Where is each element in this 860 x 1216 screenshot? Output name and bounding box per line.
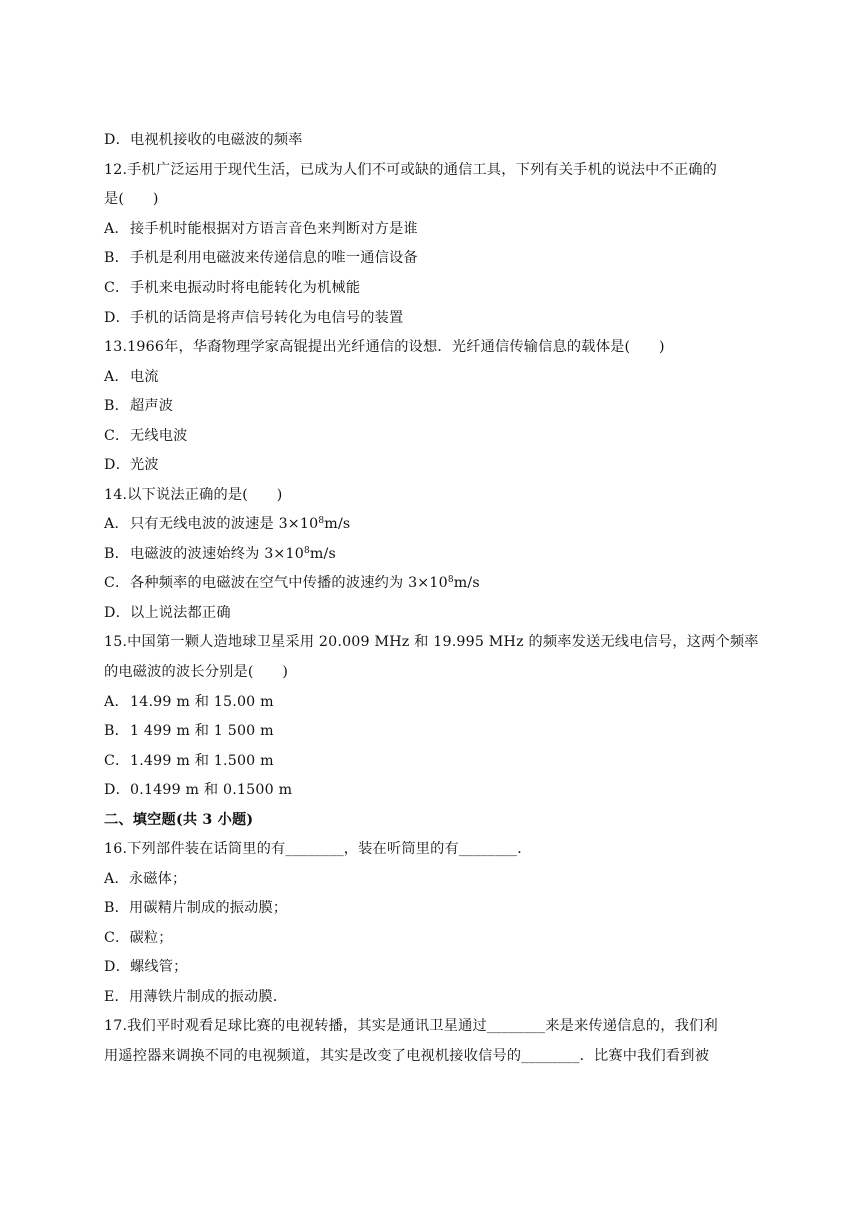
q16-option-e: E．用薄铁片制成的振动膜．	[104, 989, 288, 1005]
q14-stem: 14.以下说法正确的是( )	[104, 487, 283, 503]
q16-option-c: C．碳粒；	[104, 930, 173, 946]
q15-option-d: D．0.1499 m 和 0.1500 m	[104, 782, 293, 798]
q13-option-c: C．无线电波	[104, 428, 188, 444]
q12-stem-line2: 是( )	[104, 191, 159, 207]
q14-option-c: C．各种频率的电磁波在空气中传播的波速约为 $3\times 10^8m/s$	[104, 575, 480, 591]
q14-option-a: A．只有无线电波的波速是 $3\times 10^8m/s$	[104, 516, 351, 532]
q13-option-b: B．超声波	[104, 398, 174, 414]
q15-stem-line1: 15.中国第一颗人造地球卫星采用 20.009 MHz 和 19.995 MHz 的频率发送无线电信号，这两个频率	[104, 634, 759, 650]
q12-option-a: A．接手机时能根据对方语言音色来判断对方是谁	[104, 221, 418, 237]
q13-option-d: D．光波	[104, 457, 159, 473]
q15-option-a: A．14.99 m 和 15.00 m	[104, 694, 274, 710]
q15-option-b: B．1 499 m 和 1 500 m	[104, 723, 274, 739]
q12-option-c: C．手机来电振动时将电能转化为机械能	[104, 280, 361, 296]
q16-stem: 16.下列部件装在话筒里的有________，装在听筒里的有________．	[104, 841, 532, 857]
q14-option-d: D．以上说法都正确	[104, 605, 231, 621]
q12-option-d: D．手机的话筒是将声信号转化为电信号的装置	[104, 310, 404, 326]
q15-option-c: C．1.499 m 和 1.500 m	[104, 753, 274, 769]
q12-option-b: B．手机是利用电磁波来传递信息的唯一通信设备	[104, 250, 418, 266]
q16-option-a: A．永磁体；	[104, 871, 187, 887]
q14-option-b: B．电磁波的波速始终为 $3\times 10^8m/s$	[104, 546, 337, 562]
q11-option-d: D．电视机接收的电磁波的频率	[104, 132, 303, 148]
q16-option-b: B．用碳精片制成的振动膜；	[104, 900, 288, 916]
section-heading-fill-in: 二、填空题(共 3 小题)	[104, 812, 254, 828]
q17-stem-line1: 17.我们平时观看足球比赛的电视转播，其实是通讯卫星通过________来是来传递信息的，我们利	[104, 1018, 718, 1034]
q13-option-a: A．电流	[104, 369, 159, 385]
q16-option-d: D．螺线管；	[104, 959, 188, 975]
q12-stem-line1: 12.手机广泛运用于现代生活，已成为人们不可或缺的通信工具，下列有关手机的说法中不正确的	[104, 162, 718, 178]
q13-stem: 13.1966年，华裔物理学家高锟提出光纤通信的设想．光纤通信传输信息的载体是( )	[104, 339, 665, 355]
q15-stem-line2: 的电磁波的波长分别是( )	[104, 664, 289, 680]
q17-stem-line2: 用遥控器来调换不同的电视频道，其实是改变了电视机接收信号的________．比赛中我们看到被	[104, 1048, 710, 1064]
